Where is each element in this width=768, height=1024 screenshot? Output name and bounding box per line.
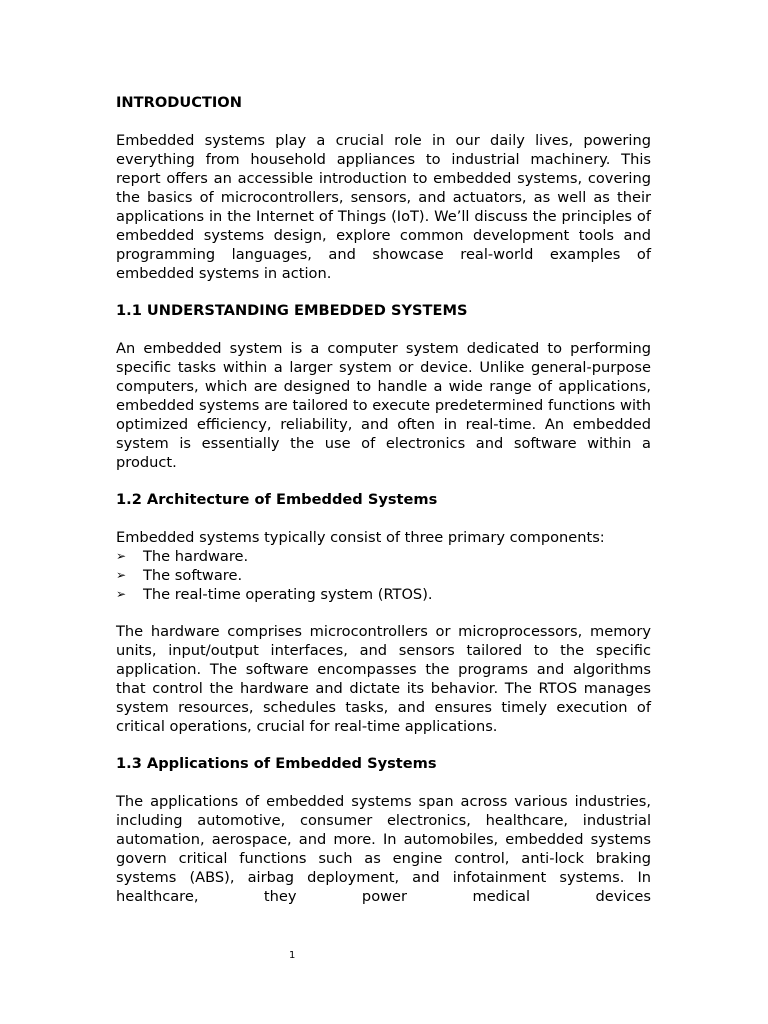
list-item-text: The hardware. bbox=[143, 548, 249, 565]
section-1-1-heading: 1.1 UNDERSTANDING EMBEDDED SYSTEMS bbox=[116, 302, 468, 319]
section-1-2-heading: 1.2 Architecture of Embedded Systems bbox=[116, 491, 438, 508]
page-number: 1 bbox=[289, 950, 296, 961]
list-item bbox=[116, 585, 651, 604]
intro-heading: INTRODUCTION bbox=[116, 94, 242, 111]
section-1-3-heading: 1.3 Applications of Embedded Systems bbox=[116, 755, 437, 772]
intro-paragraph: Embedded systems play a crucial role in our daily lives, powering everything from household appliances to industrial machinery. This report offers an accessible introduction to embedded systems, covering the basics of microcontrollers, sensors, and actuators, as well as their applications in the Internet of Things (IoT). We’ll discuss the principles of embedded systems design, explore common development tools and programming languages, and showcase real-world examples of embedded systems in action. bbox=[116, 132, 651, 282]
list-item bbox=[116, 566, 651, 585]
section-1-2-paragraph: The hardware comprises microcontrollers or microprocessors, memory units, input/output interfaces, and sensors tailored to the specific application. The software encompasses the programs and algorithms that control the hardware and dictate its behavior. The RTOS manages system resources, schedules tasks, and ensures timely execution of critical operations, crucial for real-time applications. bbox=[116, 623, 651, 735]
section-1-1-paragraph: An embedded system is a computer system dedicated to performing specific tasks within a larger system or device. Unlike general-purpose computers, which are designed to handle a wide range of applications, embedded systems are tailored to execute predetermined functions with optimized efficiency, reliability, and often in real-time. An embedded system is essentially the use of electronics and software within a product. bbox=[116, 340, 651, 471]
document-page bbox=[116, 93, 651, 906]
section-1-3-paragraph: The applications of embedded systems span across various industries, including automotive, consumer electronics, healthcare, industrial automation, aerospace, and more. In automobiles, embedded systems govern critical functions such as engine control, anti-lock braking systems (ABS), airbag deployment, and infotainment systems. In healthcare, they power medical devices bbox=[116, 793, 651, 905]
arrow-bullet-icon: ➢ bbox=[116, 549, 127, 563]
list-item-text: The software. bbox=[143, 567, 243, 584]
arrow-bullet-icon: ➢ bbox=[116, 568, 127, 582]
components-list bbox=[116, 547, 651, 604]
arrow-bullet-icon: ➢ bbox=[116, 587, 127, 601]
list-item bbox=[116, 547, 651, 566]
section-1-2-intro: Embedded systems typically consist of three primary components: bbox=[116, 529, 605, 546]
list-item-text: The real-time operating system (RTOS). bbox=[143, 586, 433, 603]
